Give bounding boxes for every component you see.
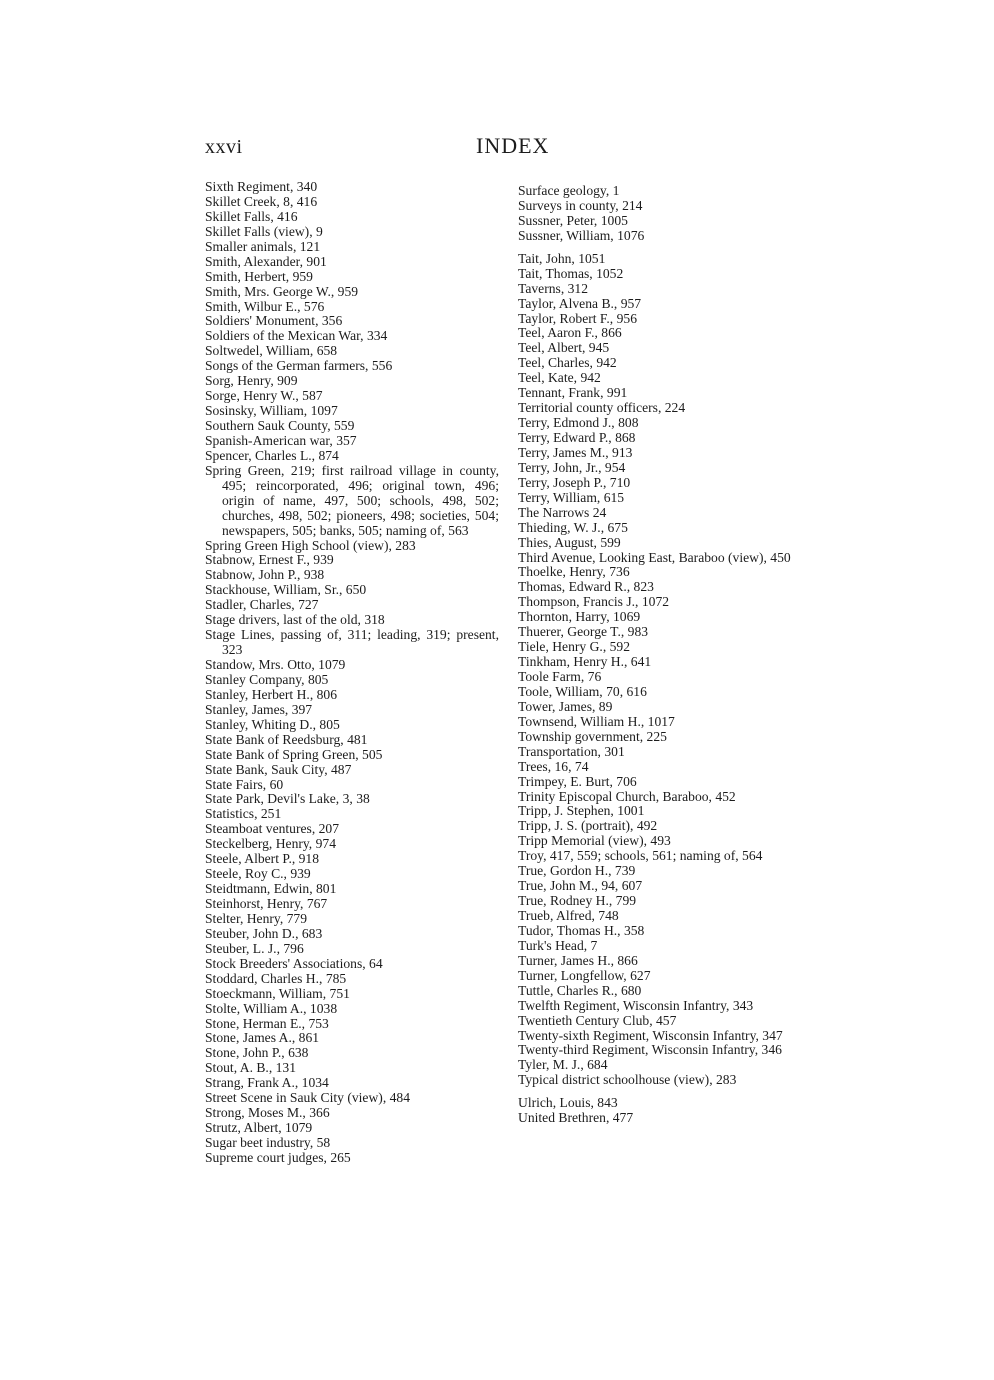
index-entry: Songs of the German farmers, 556 (205, 358, 393, 374)
index-entry: Smith, Wilbur E., 576 (205, 298, 325, 314)
index-entry: Stabnow, John P., 938 (205, 567, 325, 583)
index-entry: Twenty-sixth Regiment, Wisconsin Infantry, 347 (518, 1027, 783, 1043)
index-entry: Ulrich, Louis, 843 (518, 1095, 618, 1111)
index-entry: Terry, Joseph P., 710 (518, 474, 631, 490)
index-entry: Terry, James M., 913 (518, 444, 633, 460)
index-entry: Steuber, L. J., 796 (205, 940, 304, 956)
index-entry: Township government, 225 (518, 728, 667, 744)
index-entry: United Brethren, 477 (518, 1110, 634, 1126)
index-entry: Tripp, J. Stephen, 1001 (518, 803, 645, 819)
index-entry: Steamboat ventures, 207 (205, 821, 340, 837)
index-entry: Surveys in county, 214 (518, 197, 643, 213)
index-entry: Steele, Albert P., 918 (205, 851, 320, 867)
index-entry: Soldiers' Monument, 356 (205, 313, 343, 329)
index-entry: Toole, William, 70, 616 (518, 683, 647, 699)
index-entry: Stelter, Henry, 779 (205, 910, 308, 926)
index-entry: Smaller animals, 121 (205, 238, 321, 254)
index-entry: Tudor, Thomas H., 358 (518, 922, 645, 938)
index-entry: Sussner, William, 1076 (518, 227, 645, 243)
index-entry: Teel, Kate, 942 (518, 370, 601, 386)
index-entry: Taverns, 312 (518, 280, 589, 296)
index-entry: Southern Sauk County, 559 (205, 418, 355, 433)
index-entry: Skillet Falls (view), 9 (205, 223, 323, 239)
index-block-t (518, 252, 810, 1089)
index-entry: Trueb, Alfred, 748 (518, 908, 619, 923)
index-entry: Standow, Mrs. Otto, 1079 (205, 657, 346, 672)
index-entry: Twelfth Regiment, Wisconsin Infantry, 343 (518, 997, 754, 1013)
index-entry: Spring Green, 219; first railroad village in county, 495; reincorporated, 496; original town, 496; origin of name, 497, 500; schools, 498, 502; churches, 498, 502; pioneers, 498; societies, 504; newspapers, 505; banks, 505; naming of, 563 (205, 462, 499, 538)
index-entry: Tripp Memorial (view), 493 (518, 833, 671, 849)
index-entry: Surface geology, 1 (518, 183, 620, 198)
index-entry: Stout, A. B., 131 (205, 1060, 297, 1076)
index-entry: Sugar beet industry, 58 (205, 1135, 331, 1150)
index-entry: Stabnow, Ernest F., 939 (205, 552, 334, 568)
index-entry: Stoddard, Charles H., 785 (205, 970, 347, 986)
index-entry: Spring Green High School (view), 283 (205, 537, 416, 553)
index-entry: Strang, Frank A., 1034 (205, 1075, 329, 1091)
index-entry: Stanley, Herbert H., 806 (205, 686, 338, 702)
index-entry: Trimpey, E. Burt, 706 (518, 773, 637, 789)
index-block-u (518, 1096, 810, 1126)
index-entry: Thuerer, George T., 983 (518, 624, 649, 640)
index-entry: Turner, Longfellow, 627 (518, 967, 651, 983)
index-entry: Stanley, Whiting D., 805 (205, 716, 340, 732)
index-entry: Turner, James H., 866 (518, 952, 638, 968)
page-title: INDEX (476, 133, 550, 158)
index-entry: Sixth Regiment, 340 (205, 179, 318, 194)
index-entry: Supreme court judges, 265 (205, 1149, 351, 1165)
index-right-column (518, 184, 810, 1126)
index-entry: Street Scene in Sauk City (view), 484 (205, 1090, 411, 1106)
index-entry: Twenty-third Regiment, Wisconsin Infantry, 346 (518, 1042, 782, 1058)
index-entry: Terry, Edward P., 868 (518, 430, 636, 445)
index-entry: Thornton, Harry, 1069 (518, 609, 641, 625)
index-entry: Smith, Mrs. George W., 959 (205, 283, 359, 299)
index-entry: Thieding, W. J., 675 (518, 519, 628, 535)
index-entry: Terry, John, Jr., 954 (518, 459, 626, 475)
index-entry: Soltwedel, William, 658 (205, 343, 338, 359)
index-entry: Tower, James, 89 (518, 698, 613, 714)
index-entry: Smith, Herbert, 959 (205, 268, 313, 284)
index-entry: State Bank of Reedsburg, 481 (205, 731, 368, 747)
page-folio: xxvi (205, 136, 243, 158)
index-entry: Spanish-American war, 357 (205, 432, 357, 448)
index-entry: Tiele, Henry G., 592 (518, 639, 631, 655)
index-entry: Spencer, Charles L., 874 (205, 447, 339, 463)
index-entry: Soldiers of the Mexican War, 334 (205, 328, 388, 344)
index-entry: Terry, William, 615 (518, 489, 625, 505)
index-entry: Stanley, James, 397 (205, 701, 313, 717)
index-entry: Tyler, M. J., 684 (518, 1057, 608, 1073)
index-entry: Thomas, Edward R., 823 (518, 579, 654, 595)
index-entry: Strutz, Albert, 1079 (205, 1120, 313, 1136)
index-entry: True, John M., 94, 607 (518, 878, 643, 894)
index-entry: Trinity Episcopal Church, Baraboo, 452 (518, 788, 736, 804)
index-entry: Typical district schoolhouse (view), 283 (518, 1072, 737, 1088)
index-entry: Transportation, 301 (518, 743, 625, 759)
index-entry: Steckelberg, Henry, 974 (205, 836, 336, 852)
index-entry: Skillet Falls, 416 (205, 208, 298, 224)
index-entry: Steidtmann, Edwin, 801 (205, 881, 337, 897)
index-entry: State Bank of Spring Green, 505 (205, 746, 383, 762)
index-entry: State Bank, Sauk City, 487 (205, 761, 352, 777)
index-entry: Sorge, Henry W., 587 (205, 388, 323, 404)
index-entry: Steinhorst, Henry, 767 (205, 896, 328, 911)
index-entry: Tuttle, Charles R., 680 (518, 982, 642, 998)
index-entry: Stanley Company, 805 (205, 671, 329, 687)
index-entry: Taylor, Alvena B., 957 (518, 295, 642, 311)
index-entry: Stone, John P., 638 (205, 1045, 309, 1061)
index-entry: Thoelke, Henry, 736 (518, 564, 630, 580)
index-entry: Smith, Alexander, 901 (205, 253, 327, 269)
index-entry: Trees, 16, 74 (518, 758, 589, 774)
index-entry: Stadler, Charles, 727 (205, 597, 319, 613)
index-entry: Tennant, Frank, 991 (518, 385, 628, 401)
index-entry: Twentieth Century Club, 457 (518, 1012, 677, 1028)
index-entry: Sussner, Peter, 1005 (518, 212, 628, 228)
index-entry: Strong, Moses M., 366 (205, 1105, 330, 1121)
index-entry: Stock Breeders' Associations, 64 (205, 955, 383, 971)
index-entry: Stage drivers, last of the old, 318 (205, 612, 385, 628)
index-entry: Skillet Creek, 8, 416 (205, 193, 318, 209)
index-entry: Steele, Roy C., 939 (205, 866, 311, 882)
index-entry: Territorial county officers, 224 (518, 400, 686, 416)
index-entry: Stone, Herman E., 753 (205, 1015, 329, 1031)
index-entry: State Fairs, 60 (205, 776, 284, 792)
index-entry: The Narrows 24 (518, 504, 607, 520)
index-entry: Stackhouse, William, Sr., 650 (205, 582, 367, 598)
index-entry: True, Rodney H., 799 (518, 893, 637, 909)
index-entry: Turk's Head, 7 (518, 937, 598, 953)
index-entry: State Park, Devil's Lake, 3, 38 (205, 791, 370, 807)
index-entry: Stolte, William A., 1038 (205, 1000, 338, 1016)
index-entry: Sorg, Henry, 909 (205, 373, 298, 389)
index-entry: Steuber, John D., 683 (205, 925, 323, 941)
index-entry: Teel, Albert, 945 (518, 340, 610, 356)
index-entry: Stage Lines, passing of, 311; leading, 319; present, 323 (205, 627, 499, 658)
index-block-s (518, 184, 810, 244)
index-entry: Third Avenue, Looking East, Baraboo (view), 450 (518, 549, 791, 565)
index-entry: Toole Farm, 76 (518, 669, 602, 684)
index-entry: Teel, Aaron F., 866 (518, 325, 622, 341)
index-entry: Tait, John, 1051 (518, 250, 606, 266)
index-entry: Terry, Edmond J., 808 (518, 415, 639, 431)
index-left-column (205, 180, 499, 1166)
index-entry: Tripp, J. S. (portrait), 492 (518, 818, 658, 834)
index-entry: True, Gordon H., 739 (518, 863, 636, 879)
index-entry: Sosinsky, William, 1097 (205, 403, 338, 419)
index-entry: Tinkham, Henry H., 641 (518, 654, 652, 670)
index-entry: Stoeckmann, William, 751 (205, 985, 350, 1001)
index-entry: Townsend, William H., 1017 (518, 713, 675, 729)
index-entry: Teel, Charles, 942 (518, 355, 617, 371)
index-entry: Stone, James A., 861 (205, 1030, 320, 1046)
index-entry: Tait, Thomas, 1052 (518, 265, 624, 281)
index-entry: Troy, 417, 559; schools, 561; naming of, 564 (518, 848, 763, 864)
index-entry: Thies, August, 599 (518, 534, 621, 550)
index-entry: Thompson, Francis J., 1072 (518, 594, 670, 610)
index-entry: Statistics, 251 (205, 806, 282, 822)
index-entry: Taylor, Robert F., 956 (518, 310, 637, 326)
